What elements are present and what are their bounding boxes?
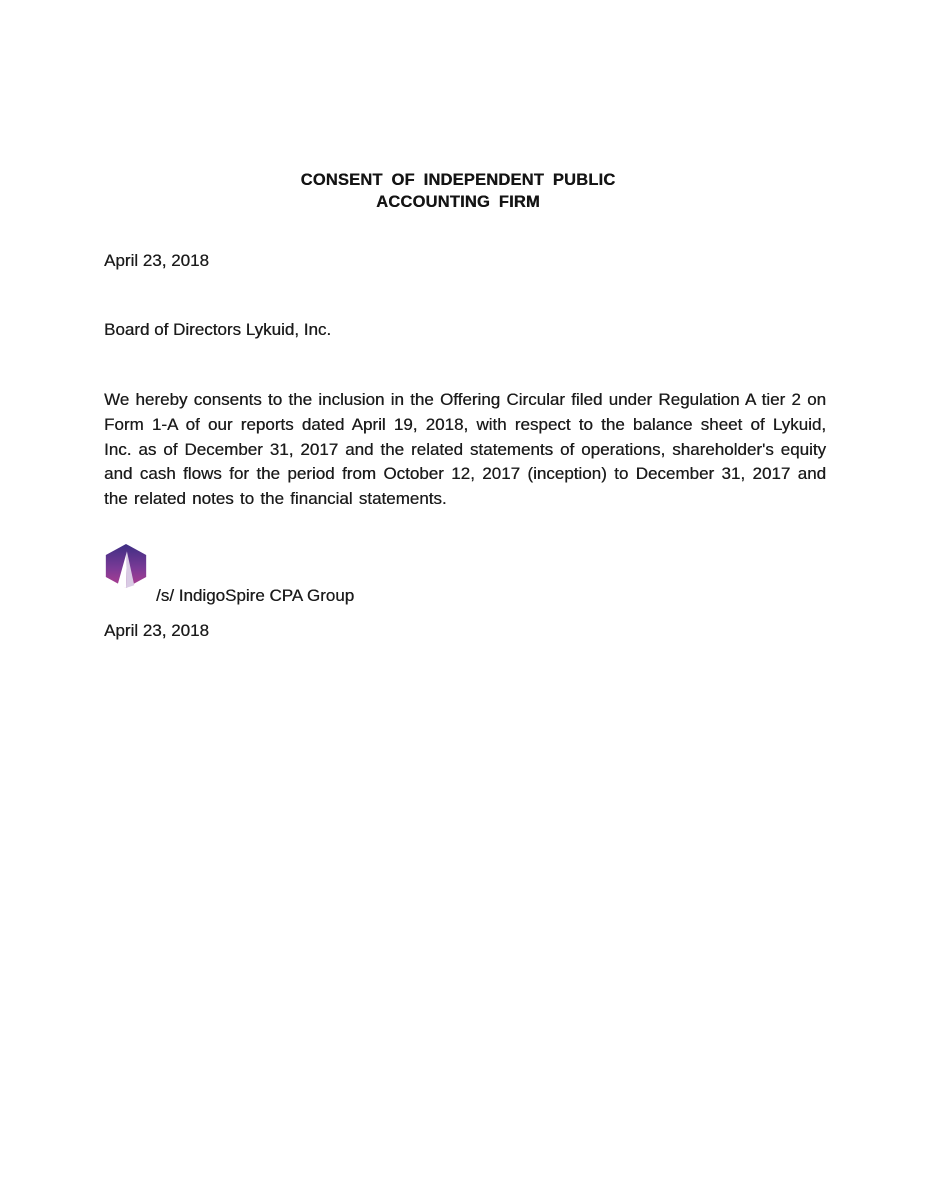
- letter-date-top: April 23, 2018: [104, 251, 209, 270]
- title-line-1: CONSENT OF INDEPENDENT PUBLIC: [300, 171, 616, 189]
- addressee-line: Board of Directors Lykuid, Inc.: [104, 320, 332, 339]
- title-line-2: ACCOUNTING FIRM: [376, 192, 540, 211]
- signature-line: /s/ IndigoSpire CPA Group: [156, 586, 355, 605]
- indigospire-logo-icon: [102, 544, 150, 588]
- letter-date-bottom: April 23, 2018: [104, 621, 209, 640]
- consent-body-paragraph: We hereby consents to the inclusion in the Offering Circular filed under Regulation A tier 2 on Form 1-A of our reports dated April 19, 2018, with respect to the balance sheet of Lykuid, Inc. as of December 31, 2017 and the related statements of operations, shareholder's equity and cash flows for the period from October 12, 2017 (inception) to December 31, 2017 and the related notes to the financial statements.: [104, 390, 826, 509]
- document-title: [0, 170, 916, 213]
